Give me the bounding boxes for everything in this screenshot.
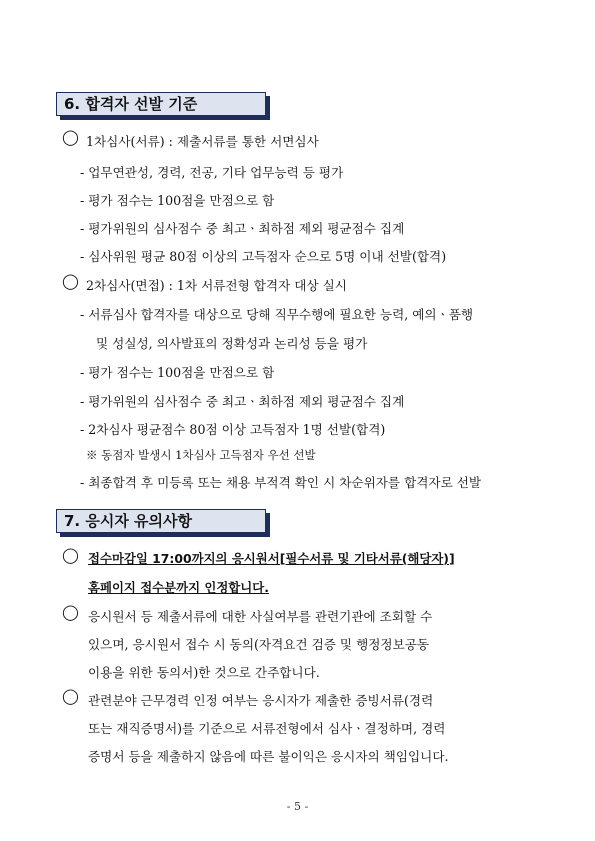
section-6-item-1: 1차심사(서류) : 제출서류를 통한 서면심사	[86, 134, 319, 149]
section-6-item-2-sub-4: - 2차심사 평균점수 80점 이상 고득점자 1명 선발(합격)	[80, 422, 386, 437]
section-6-item-2-sub-1: - 서류심사 합격자를 대상으로 당해 직무수행에 필요한 능력, 예의ㆍ품행	[80, 307, 474, 322]
deadline-notice-line-1: 접수마감일 17:00까지의 응시원서[필수서류 및 기타서류(해당자)]	[88, 551, 455, 566]
section-7-heading: 7. 응시자 유의사항	[56, 509, 266, 533]
career-notice-line-3: 증명서 등을 제출하지 않음에 따른 불이익은 응시자의 책임입니다.	[88, 749, 449, 764]
section-6-item-2: 2차심사(면접) : 1차 서류전형 합격자 대상 실시	[86, 278, 347, 293]
circle-bullet-icon: ◯	[62, 546, 79, 564]
circle-bullet-icon: ◯	[62, 128, 79, 146]
career-notice-line-1: 관련분야 근무경력 인정 여부는 응시자가 제출한 증빙서류(경력	[88, 693, 434, 708]
section-6-heading: 6. 합격자 선발 기준	[56, 92, 266, 116]
section-6-item-2-sub-5: - 최종합격 후 미등록 또는 채용 부적격 확인 시 차순위자를 합격자로 선발	[80, 475, 482, 490]
section-6-item-2-sub-2: - 평가 점수는 100점을 만점으로 함	[80, 365, 275, 380]
circle-bullet-icon: ◯	[62, 272, 79, 290]
section-6-item-2-sub-1-cont: 및 성실성, 의사발표의 정확성과 논리성 등을 평가	[96, 336, 368, 351]
circle-bullet-icon: ◯	[62, 687, 79, 705]
section-6-note: ※ 동점자 발생시 1차심사 고득점자 우선 선발	[86, 448, 316, 462]
career-notice-line-2: 또는 재직증명서)를 기준으로 서류전형에서 심사ㆍ결정하며, 경력	[88, 721, 446, 736]
section-6-item-1-sub-2: - 평가 점수는 100점을 만점으로 함	[80, 193, 275, 208]
page-number: - 5 -	[286, 800, 309, 813]
section-6-item-1-sub-3: - 평가위원의 심사점수 중 최고ㆍ최하점 제외 평균점수 집계	[80, 221, 405, 236]
consent-notice-line-3: 이용을 위한 동의서)한 것으로 간주합니다.	[88, 665, 320, 680]
circle-bullet-icon: ◯	[62, 603, 79, 621]
section-6-item-1-sub-1: - 업무연관성, 경력, 전공, 기타 업무능력 등 평가	[80, 165, 344, 180]
section-6-item-2-sub-3: - 평가위원의 심사점수 중 최고ㆍ최하점 제외 평균점수 집계	[80, 394, 405, 409]
deadline-notice-line-2: 홈페이지 접수분까지 인정합니다.	[88, 580, 269, 595]
section-6-item-1-sub-4: - 심사위원 평균 80점 이상의 고득점자 순으로 5명 이내 선발(합격)	[80, 249, 447, 264]
consent-notice-line-1: 응시원서 등 제출서류에 대한 사실여부를 관련기관에 조회할 수	[88, 609, 433, 624]
consent-notice-line-2: 있으며, 응시원서 접수 시 동의(자격요건 검증 및 행정정보공동	[88, 637, 430, 652]
